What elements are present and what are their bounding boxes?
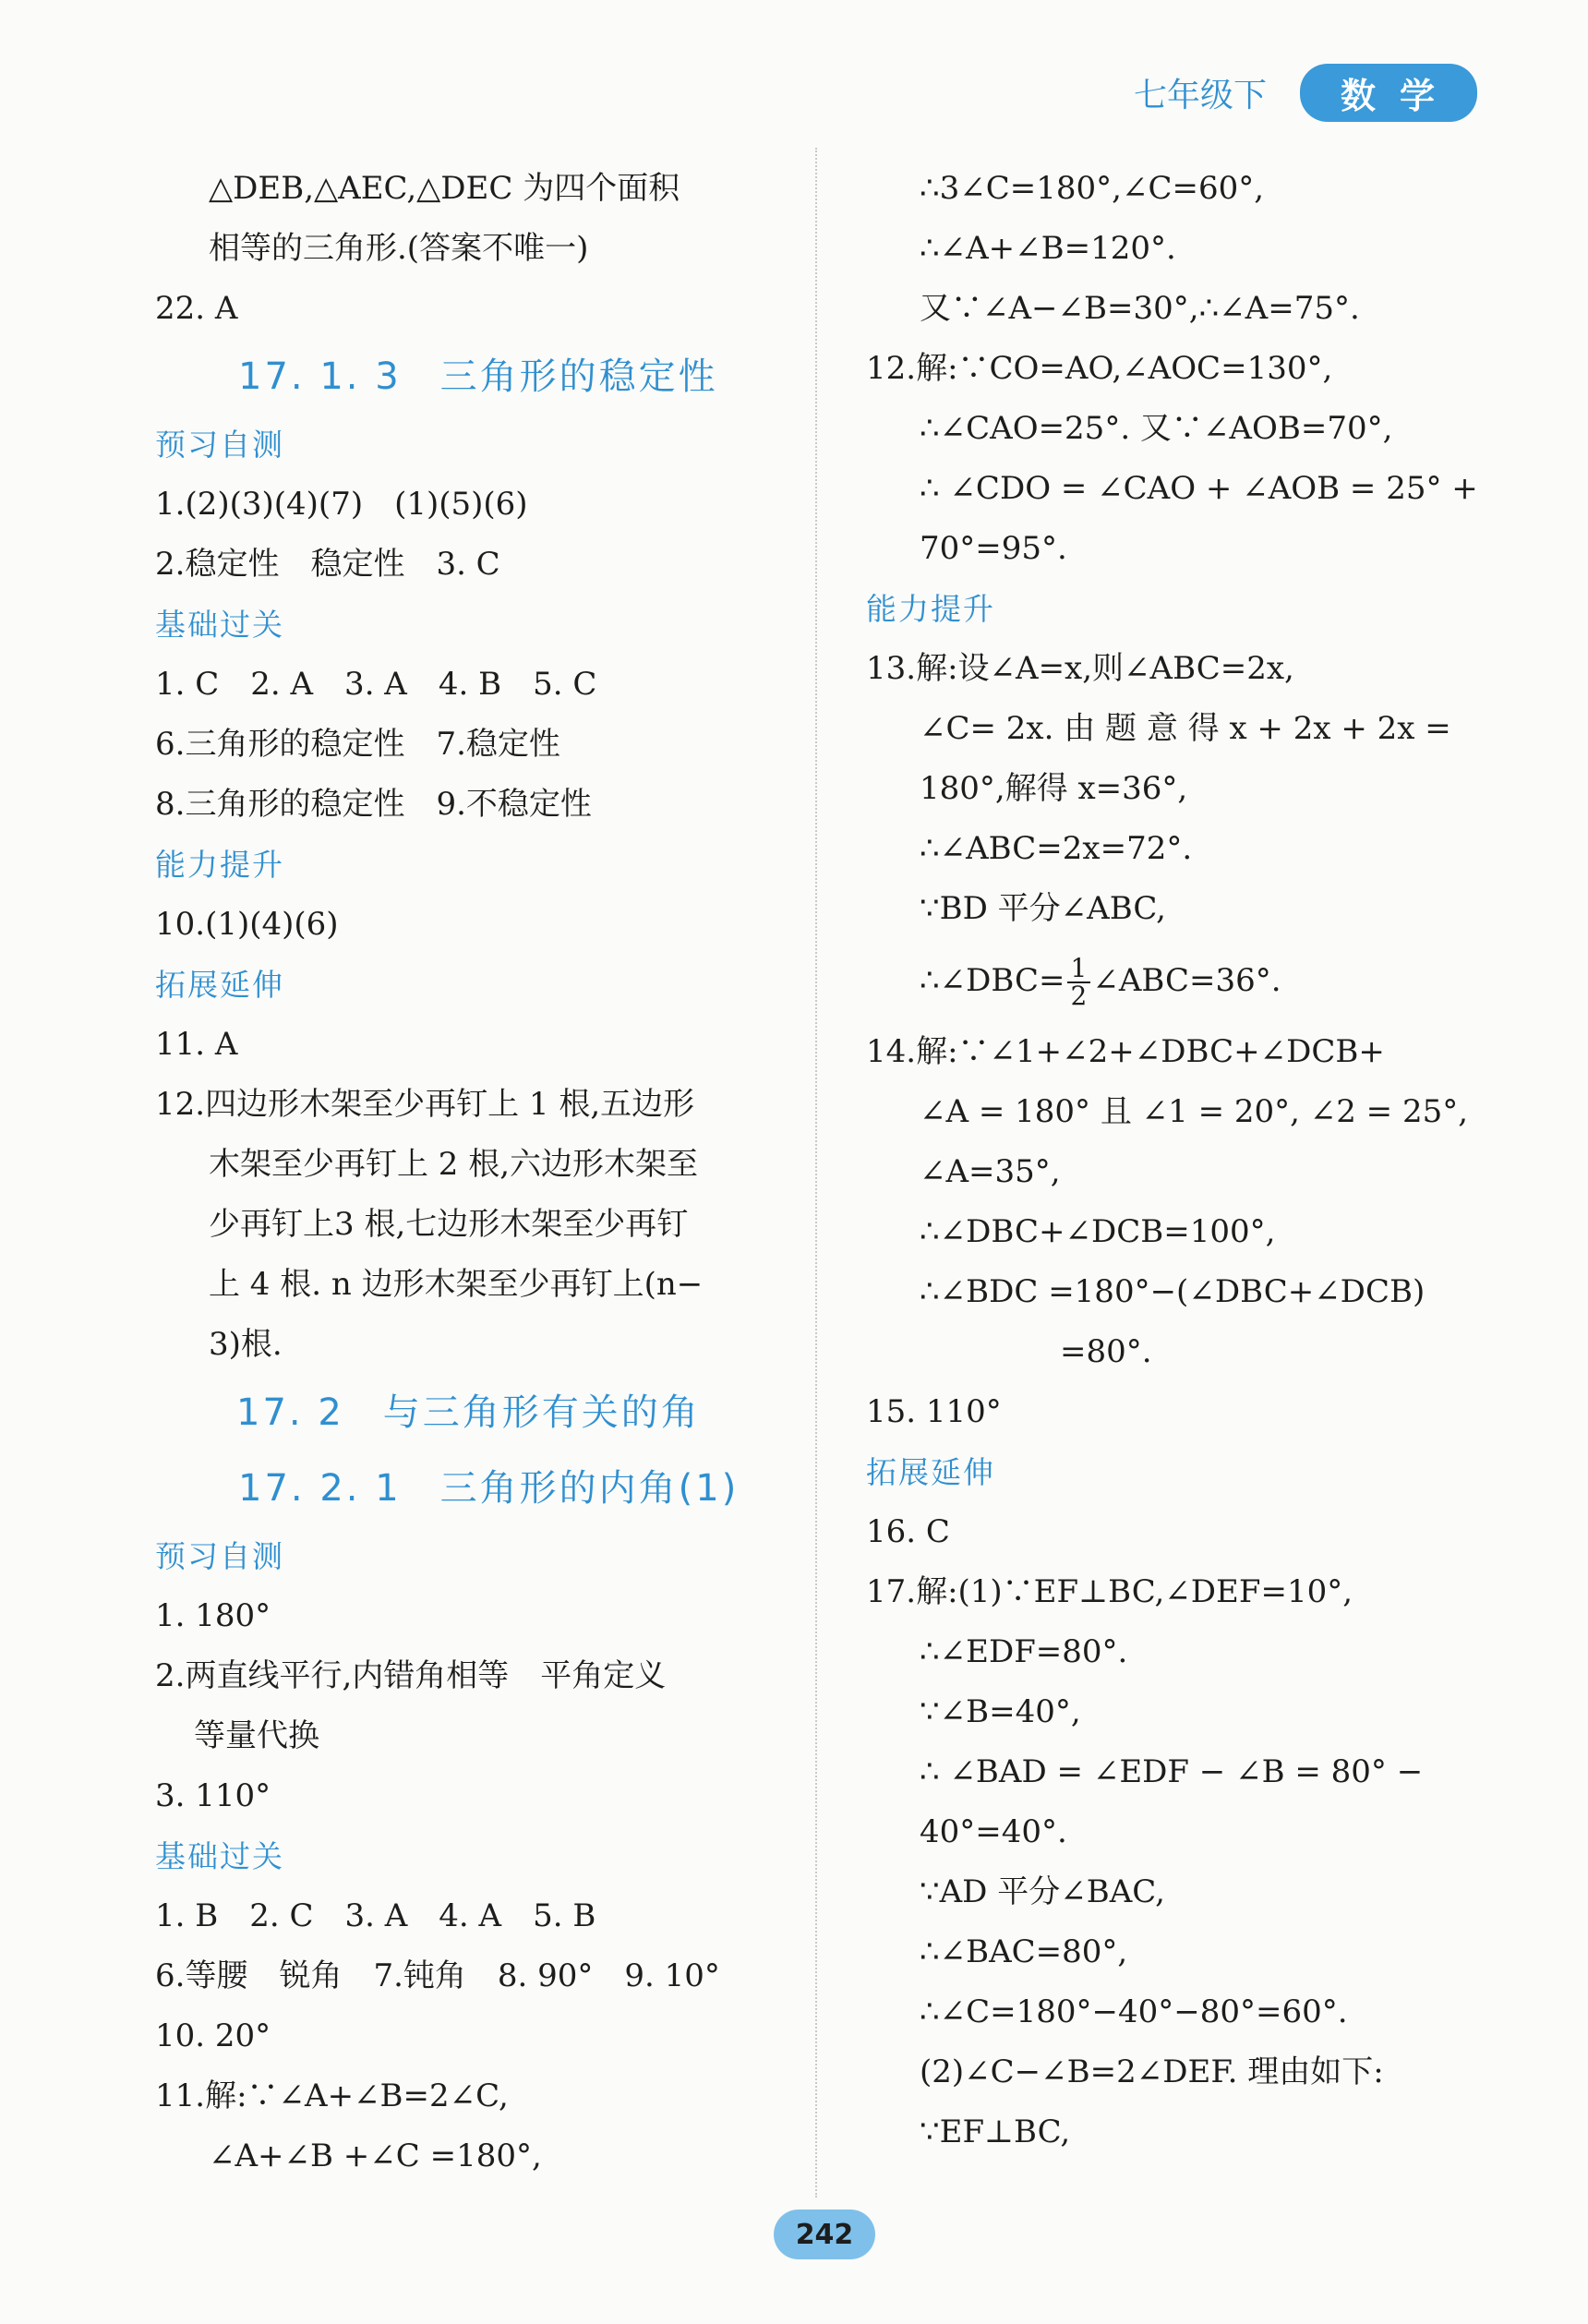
answer-line: 10. 20° [155,2017,271,2054]
answer-line [866,939,1503,1022]
subsection-label: 拓展延伸 [155,967,284,1003]
answer-line: (2)∠C−∠B=2∠DEF. 理由如下: [920,2053,1384,2090]
answer-line: 2.两直线平行,内错角相等 平角定义 [155,1657,667,1694]
answer-line: △DEB,△AEC,△DEC 为四个面积 [209,170,680,207]
answer-line: ∴ ∠CDO = ∠CAO + ∠AOB = 25° + [920,470,1478,507]
answer-line: ∠A = 180° 且 ∠1 = 20°, ∠2 = 25°, [920,1093,1469,1130]
subsection-label: 预习自测 [155,1538,284,1574]
page-number: 242 [774,2210,875,2259]
section-heading [155,1375,801,1451]
answer-line: 17.解:(1)∵EF⊥BC,∠DEF=10°, [866,1573,1353,1610]
answer-line: ∵EF⊥BC, [920,2113,1071,2150]
section-number: 17. 2 [236,1391,344,1434]
answer-line: 11. A [155,1026,238,1063]
answer-line: ∴ ∠BAD = ∠EDF − ∠B = 80° − [920,1753,1424,1790]
answer-line: 等量代换 [194,1717,319,1754]
section-title: 三角形的内角(1) [439,1467,740,1510]
answer-line: ∴∠C=180°−40°−80°=60°. [920,1993,1348,2030]
subsection-label: 拓展延伸 [866,1454,995,1490]
answer-line: 12.解:∵CO=AO,∠AOC=130°, [866,350,1333,387]
answer-line: ∠C= 2x. 由 题 意 得 x + 2x + 2x = [920,710,1451,747]
answer-line: 3. 110° [155,1777,271,1814]
section-title: 三角形的稳定性 [439,355,718,398]
answer-line: 少再钉上3 根,七边形木架至少再钉 [209,1206,689,1243]
fraction-denominator: 2 [1070,981,1088,1011]
answer-line: 16. C [866,1513,950,1550]
formula-part: ∴∠DBC= [920,962,1065,999]
page-header [1134,65,1477,120]
answer-line: 13.解:设∠A=x,则∠ABC=2x, [866,650,1294,687]
answer-line: ∵BD 平分∠ABC, [920,890,1166,927]
formula-part: ∠ABC=36°. [1092,962,1281,999]
answer-line: ∴∠A+∠B=120°. [920,230,1176,267]
answer-line: 上 4 根. n 边形木架至少再钉上(n− [209,1266,704,1303]
answer-line: 70°=95°. [920,530,1067,567]
answer-line: ∵∠B=40°, [920,1693,1081,1730]
subject-badge: 数学 [1300,64,1477,122]
answer-line: 8.三角形的稳定性 9.不稳定性 [155,786,592,823]
answer-line: 40°=40°. [920,1813,1067,1850]
subsection-label: 能力提升 [155,847,284,883]
section-number: 17. 1. 3 [238,355,402,398]
subsection-label: 基础过关 [155,1838,284,1874]
answer-line: 1. B 2. C 3. A 4. A 5. B [155,1897,596,1934]
answer-line: 6.三角形的稳定性 7.稳定性 [155,726,560,763]
answer-line: =80°. [1060,1333,1152,1370]
answer-line: 6.等腰 锐角 7.钝角 8. 90° 9. 10° [155,1957,720,1994]
answer-line: 3)根. [209,1326,283,1363]
answer-line: ∴∠BAC=80°, [920,1933,1128,1970]
answer-line: ∵AD 平分∠BAC, [920,1873,1165,1910]
answer-line: 1.(2)(3)(4)(7) (1)(5)(6) [155,486,528,523]
answer-line: ∴∠ABC=2x=72°. [920,830,1193,867]
answer-line: 10.(1)(4)(6) [155,906,339,943]
fraction-one-half [1067,953,1091,1011]
answer-line: 木架至少再钉上 2 根,六边形木架至 [209,1146,699,1183]
answer-line: 14.解:∵∠1+∠2+∠DBC+∠DCB+ [866,1033,1385,1070]
fraction-numerator: 1 [1067,956,1091,983]
answer-line: 1. 180° [155,1597,271,1634]
section-number: 17. 2. 1 [238,1467,402,1510]
answer-line: 2.稳定性 稳定性 3. C [155,546,500,583]
answer-line: ∴∠CAO=25°. 又∵∠AOB=70°, [920,410,1393,447]
column-divider [815,148,817,2198]
section-title: 与三角形有关的角 [382,1391,701,1434]
left-column [155,159,801,2186]
answer-line: 12.四边形木架至少再钉上 1 根,五边形 [155,1086,695,1123]
right-column [866,159,1503,2162]
answer-line: ∴∠EDF=80°. [920,1633,1128,1670]
section-heading [155,1451,801,1526]
answer-line: ∠A=35°, [920,1153,1061,1190]
grade-label: 七年级下 [1133,76,1267,114]
answer-line: 又∵∠A−∠B=30°,∴∠A=75°. [920,290,1360,327]
subsection-label: 预习自测 [155,427,284,463]
answer-line: ∴∠DBC+∠DCB=100°, [920,1213,1276,1250]
answer-line: ∴∠BDC =180°−(∠DBC+∠DCB) [920,1273,1426,1310]
answer-line: ∴3∠C=180°,∠C=60°, [920,170,1265,207]
answer-line: 15. 110° [866,1393,1002,1430]
answer-line: 22. A [155,290,238,327]
section-heading [155,339,801,415]
subsection-label: 能力提升 [866,591,995,627]
answer-line: ∠A+∠B +∠C =180°, [209,2137,542,2174]
answer-line: 相等的三角形.(答案不唯一) [209,230,589,267]
answer-line: 1. C 2. A 3. A 4. B 5. C [155,666,597,703]
subsection-label: 基础过关 [155,607,284,643]
answer-line: 180°,解得 x=36°, [920,770,1188,807]
answer-line: 11.解:∵∠A+∠B=2∠C, [155,2077,509,2114]
